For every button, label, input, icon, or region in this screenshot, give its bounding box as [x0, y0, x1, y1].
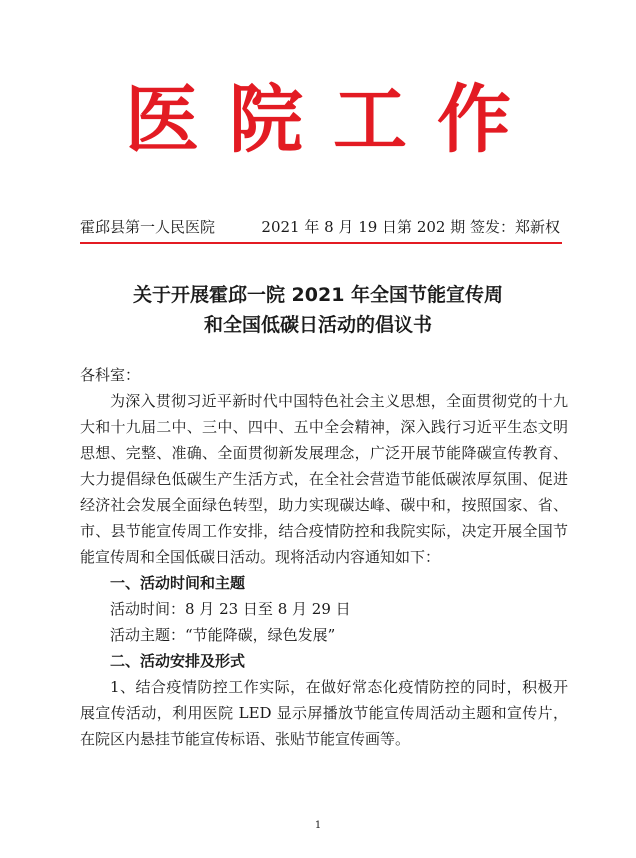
- activity-theme: 活动主题：“节能降碳，绿色发展”: [110, 626, 336, 644]
- masthead-title: 医院工作: [125, 77, 541, 163]
- document-title-line-2: 和全国低碳日活动的倡议书: [203, 314, 432, 336]
- section-heading-2: 二、活动安排及形式: [110, 652, 246, 670]
- red-divider-line: [80, 242, 562, 244]
- salutation: 各科室：: [80, 366, 141, 384]
- arrangement-item-1: 1、结合疫情防控工作实际，在做好常态化疫情防控的同时，积极开展宣传活动，利用医院 LED 显示屏播放节能宣传周活动主题和宣传片，在院区内悬挂节能宣传标语、张贴节能宣传画等。: [80, 678, 568, 748]
- issue-info: 2021 年 8 月 19 日第 202 期 签发：郑新权: [261, 218, 560, 236]
- section-heading-1: 一、活动时间和主题: [110, 574, 246, 592]
- intro-paragraph: 为深入贯彻习近平新时代中国特色社会主义思想，全面贯彻党的十九大和十九届二中、三中、四中、五中全会精神，深入践行习近平生态文明思想、完整、准确、全面贯彻新发展理念，广泛开展节能降碳宣传教育、大力提倡绿色低碳生产生活方式，在全社会营造节能低碳浓厚氛围、促进经济社会发展全面绿色转型，助力实现碳达峰、碳中和，按照国家、省、市、县节能宣传周工作安排，结合疫情防控和我院实际，决定开展全国节能宣传周和全国低碳日活动。现将活动内容通知如下：: [80, 392, 568, 566]
- activity-time: 活动时间：8 月 23 日至 8 月 29 日: [110, 600, 351, 618]
- document-body: [80, 362, 568, 752]
- document-title: [0, 280, 636, 340]
- organization-name: 霍邱县第一人民医院: [80, 218, 216, 236]
- page-number: 1: [314, 820, 322, 831]
- document-title-line-1: 关于开展霍邱一院 2021 年全国节能宣传周: [132, 284, 504, 306]
- header-meta-line: [80, 214, 560, 240]
- masthead: [0, 70, 636, 170]
